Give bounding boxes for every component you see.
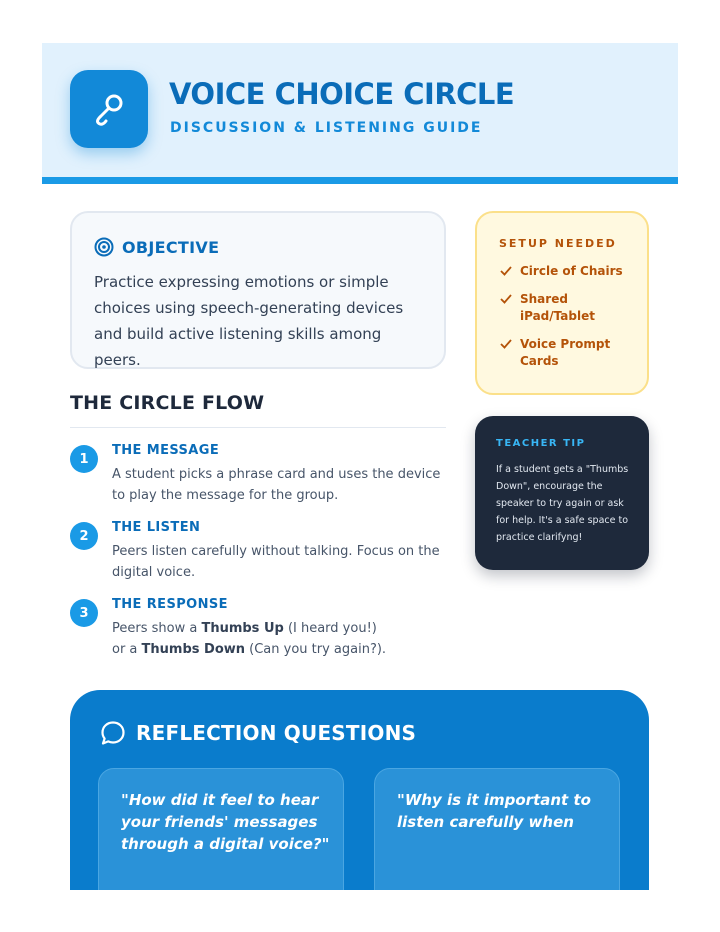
header-banner xyxy=(42,43,678,184)
setup-item-label: Shared iPad/Tablet xyxy=(520,292,595,323)
page-subtitle: DISCUSSION & LISTENING GUIDE xyxy=(170,120,483,136)
checkmark-icon xyxy=(499,338,513,350)
setup-list xyxy=(499,263,639,381)
step-title: THE MESSAGE xyxy=(112,443,220,458)
step-number: 3 xyxy=(70,599,98,627)
thumbs-up-label: Thumbs Up xyxy=(201,621,284,636)
checkmark-icon xyxy=(499,265,513,277)
reflection-section xyxy=(70,690,649,890)
question-card xyxy=(374,768,620,890)
setup-item-label: Circle of Chairs xyxy=(520,264,623,278)
divider xyxy=(70,427,446,428)
list-item xyxy=(499,291,639,325)
step-title: THE LISTEN xyxy=(112,520,201,535)
setup-title: SETUP NEEDED xyxy=(499,237,617,250)
reflection-title: REFLECTION QUESTIONS xyxy=(136,721,417,745)
thumbs-down-label: Thumbs Down xyxy=(141,642,246,657)
step-number: 2 xyxy=(70,522,98,550)
question-text: "Why is it important to listen carefully when xyxy=(397,791,591,831)
step-number: 1 xyxy=(70,445,98,473)
logo-badge xyxy=(70,70,148,148)
objective-text: Practice expressing emotions or simple choices using speech-generating devices and build active listening skills among peers. xyxy=(94,273,404,369)
microphone-icon xyxy=(89,89,129,129)
target-icon xyxy=(94,237,114,257)
tip-text: If a student gets a "Thumbs Down", encourage the speaker to try again or ask for help. It's a safe space to practice clarifyng! xyxy=(496,464,629,543)
flow-title: THE CIRCLE FLOW xyxy=(70,392,265,414)
step-text: Peers listen carefully without talking. Focus on the digital voice. xyxy=(112,544,440,580)
question-text: "How did it feel to hear your friends' messages through a digital voice?" xyxy=(121,791,330,853)
setup-item-label: Voice Prompt Cards xyxy=(520,337,611,368)
list-item xyxy=(499,336,639,370)
setup-card xyxy=(475,211,649,395)
list-item xyxy=(499,263,639,280)
step-text: A student picks a phrase card and uses the device to play the message for the group. xyxy=(112,467,441,503)
checkmark-icon xyxy=(499,293,513,305)
tip-title: TEACHER TIP xyxy=(496,438,586,449)
step-title: THE RESPONSE xyxy=(112,597,228,612)
speech-bubble-icon xyxy=(100,720,126,746)
objective-title: OBJECTIVE xyxy=(122,237,220,257)
response-text: (I heard you!) xyxy=(283,621,377,636)
page-title: VOICE CHOICE CIRCLE xyxy=(169,77,515,111)
response-text: or a xyxy=(112,642,142,657)
response-text: (Can you try again?). xyxy=(245,642,387,657)
teacher-tip-card xyxy=(475,416,649,570)
question-card xyxy=(98,768,344,890)
objective-card xyxy=(70,211,446,369)
response-text: Peers show a xyxy=(112,621,202,636)
step-text xyxy=(112,618,452,660)
